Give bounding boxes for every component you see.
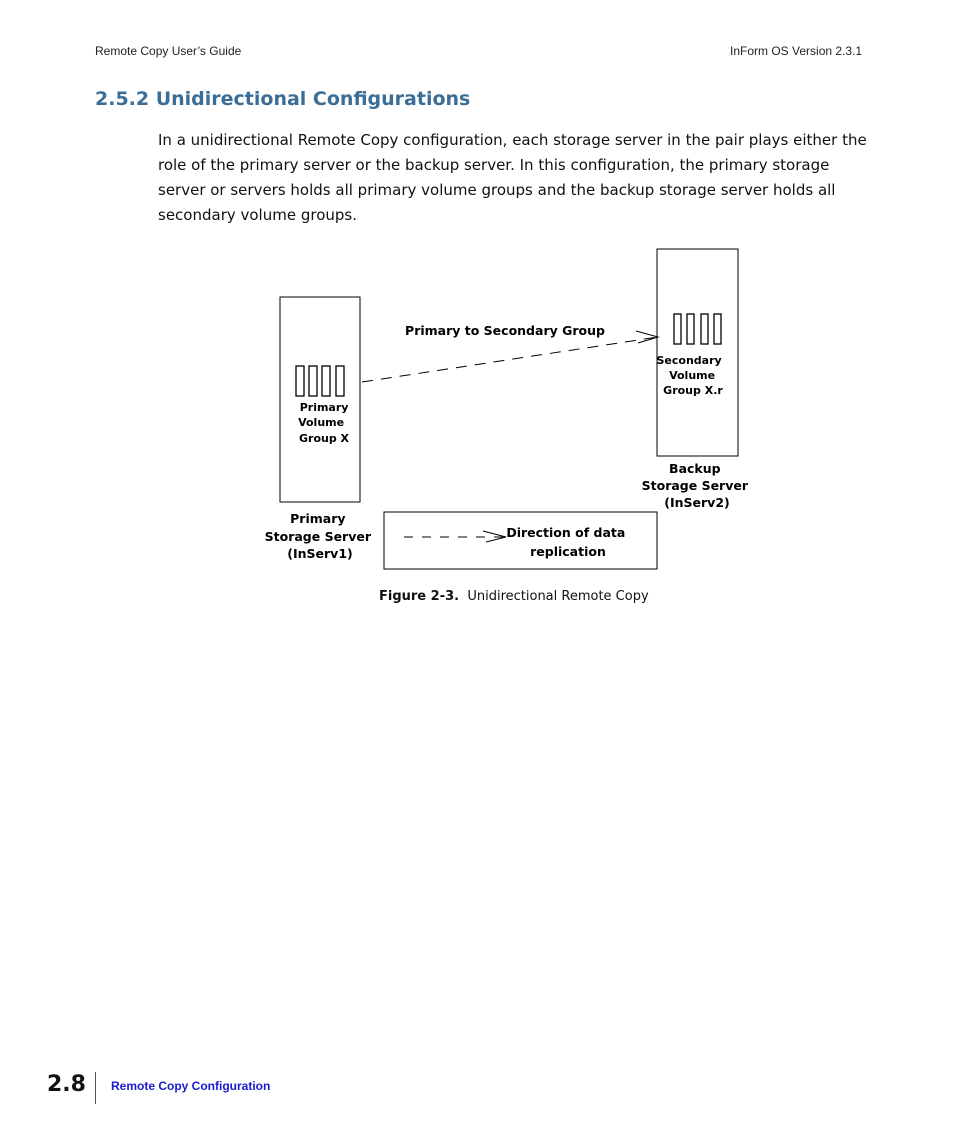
secondary-volume-bars: [674, 314, 721, 344]
replication-arrowhead-icon: [636, 331, 658, 343]
primary-volume-bar: [336, 366, 344, 396]
secondary-group-line-3: Group X.r: [663, 384, 723, 397]
primary-server-label: [265, 511, 376, 561]
primary-volume-bar: [296, 366, 304, 396]
primary-server-line-2: Storage Server: [264, 529, 372, 544]
primary-group-label: [298, 401, 352, 445]
legend-line-2: replication: [530, 544, 606, 559]
secondary-volume-bar: [701, 314, 708, 344]
legend-label: [506, 525, 629, 559]
replication-dashed-line: [362, 337, 658, 382]
backup-server-line-2: Storage Server: [641, 478, 749, 493]
primary-group-line-2: Volume: [298, 416, 345, 429]
backup-server-line-1: Backup: [669, 461, 721, 476]
primary-volume-bars: [296, 366, 344, 396]
secondary-volume-bar: [714, 314, 721, 344]
secondary-group-label: [656, 354, 725, 397]
primary-volume-bar: [309, 366, 317, 396]
running-header-right: InForm OS Version 2.3.1: [730, 44, 863, 58]
figure-number: Figure 2-3.: [379, 589, 460, 604]
primary-server-line-1: Primary: [290, 511, 346, 526]
backup-server-box: [657, 249, 738, 456]
backup-server-label: [642, 461, 753, 510]
primary-group-line-3: Group X: [298, 432, 350, 445]
arrow-label: Primary to Secondary Group: [405, 323, 605, 338]
secondary-volume-bar: [674, 314, 681, 344]
primary-server-box: [280, 297, 360, 502]
backup-server-line-3: (InServ2): [664, 495, 730, 510]
footer-divider: [95, 1072, 96, 1104]
secondary-volume-bar: [687, 314, 694, 344]
primary-group-line-1: Primary: [299, 401, 349, 414]
figure-caption: [379, 589, 649, 604]
secondary-group-line-1: Secondary: [656, 354, 722, 367]
running-header-left: Remote Copy User’s Guide: [95, 44, 242, 58]
legend-line-1: Direction of data: [506, 525, 626, 540]
page-number: 2.8: [47, 1072, 86, 1097]
primary-volume-bar: [322, 366, 330, 396]
chapter-link[interactable]: Remote Copy Configuration: [111, 1079, 271, 1093]
primary-server-line-3: (InServ1): [287, 546, 353, 561]
figure-title: Unidirectional Remote Copy: [467, 589, 649, 604]
body-paragraph: In a unidirectional Remote Copy configuration, each storage server in the pair plays either the role of the primary server or the backup server. In this configuration, the primary storage server or servers holds all primary volume groups and the backup storage server holds all secondary volume groups.: [158, 131, 867, 224]
legend-box: [384, 512, 657, 569]
section-title: 2.5.2 Unidirectional Configurations: [95, 88, 471, 110]
secondary-group-line-2: Volume: [669, 369, 716, 382]
